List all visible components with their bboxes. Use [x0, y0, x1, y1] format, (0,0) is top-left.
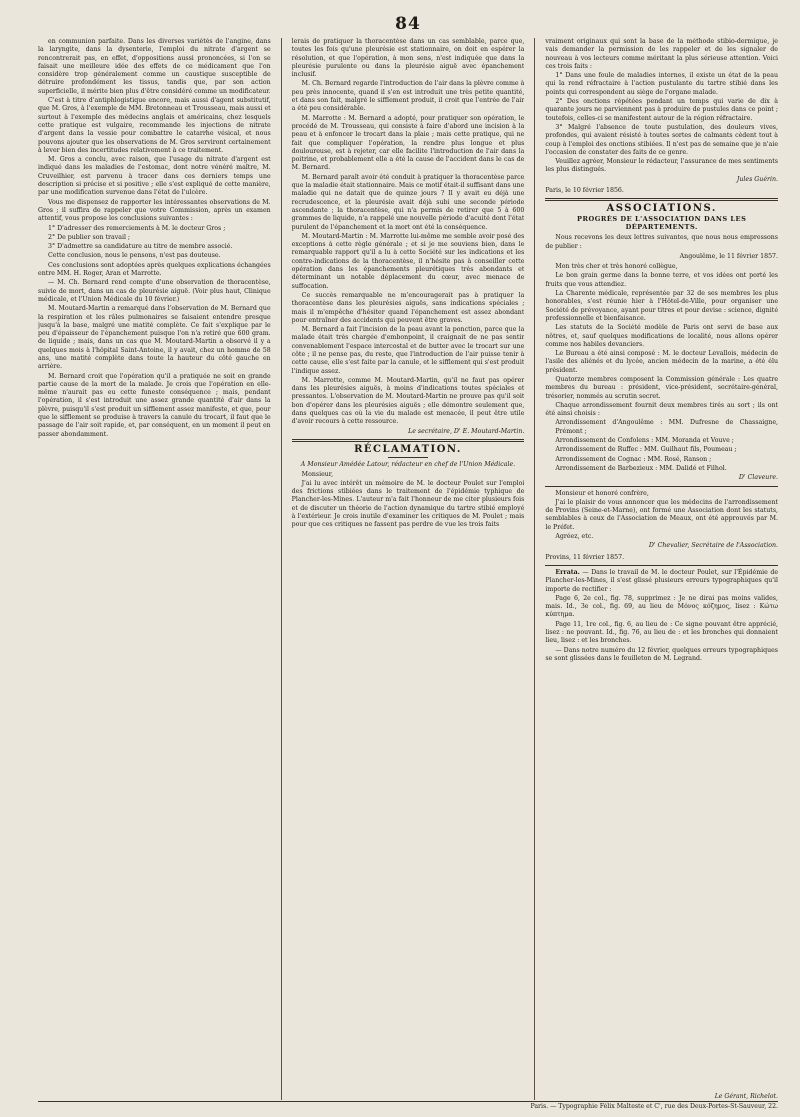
paragraph: Le bon grain germe dans la bonne terre, et vos idées ont porté les fruits que vous attendiez. — [545, 272, 779, 288]
letter-divider — [545, 486, 778, 487]
paragraph: Vous me dispensez de rapporter les intéressantes observations de M. Gros ; il suffira de rappeler que votre Commission, après un examen attentif, vous propose les conclusions suivantes : — [38, 198, 271, 223]
errata-label: Errata. — [555, 568, 580, 576]
letter-heading: A Monsieur Amédée Latour, rédacteur en chef de l'Union Médicale. — [300, 461, 516, 469]
paragraph: Page 6, 2e col., fig. 78, supprimez : Je ne dirai pas moins valides, mais. Id., 3e col., fig. 69, au lieu de Μόνος κόζημος, lisez : Κώτω κύπτημα. — [545, 594, 779, 619]
claveure-signature: D' Claveure. — [738, 474, 779, 482]
paragraph: M. Marrotte : M. Bernard a adopté, pour pratiquer son opération, le procédé de M. Trousseau, qui consiste à faire d'abord une incision à la peau et à enfoncer le trocart dans la plaie ; mais cette pratique, qui ne fait que compliquer l'opération, la rendre plus longue et plus douloureuse, est à rejeter, car elle facilite l'introduction de l'air dans la poitrine, et probablement elle a été la cause de l'accident dans le cas de M. Bernard. — [291, 114, 525, 172]
title-rule — [388, 457, 428, 458]
paragraph: vraiment originaux qui sont la base de la méthode stibio-dermique, je vais demander la permission de les rappeler et de les signaler de nouveau à vos lecteurs comme méritant la plus sérieuse attention. Voici ces trois faits : — [545, 38, 779, 70]
conclusion-item: 2° De publier son travail ; — [48, 233, 131, 241]
paragraph: Quatorze membres composent la Commission générale : Les quatre membres du bureau : président, vice-président, secrétaire-général, trésorier, nommés au scrutin secret. — [545, 375, 779, 400]
paragraph: — M. Ch. Bernard rend compte d'une observation de thoracentèse, suivie de mort, dans un cas de pleurésie aiguë. (Voir plus haut, Clinique médicale, et l'Union Médicale du 10 février.) — [38, 279, 271, 303]
paragraph: J'ai lu avec intérêt un mémoire de M. le docteur Poulet sur l'emploi des frictions stibiées dans le traitement de l'épidémie typhique de Plancher-les-Mines. L'auteur m'a fait l'honneur de me citer plusieurs fois et de discuter un théorie de l'action dynamique du tartre stibié employé à l'extérieur. Je crois inutile d'examiner les critiques de M. Poulet ; mais pour que ces critiques ne fassent pas perdre de vue les trois faits — [291, 479, 525, 529]
errata-text: Dans le travail de M. le docteur Poulet, sur l'Épidémie de Plancher-les-Mines, il s'est glissé plusieurs erreurs typographiques qu'il importe de rectifier : — [545, 568, 779, 593]
page-footer — [38, 1093, 778, 1111]
paragraph: M. Bernard croit que l'opération qu'il a pratiquée ne soit en grande partie cause de la mort de la malade. Je crois que l'opération en elle-même n'aurait pas eu cette funeste conséquence ; mais, pendant l'opération, il s'est introduit une assez grande quantité d'air dans la plèvre, puisqu'il s'est produit un sifflement assez manifeste, et que, pour que le sifflement se produise à travers la canule du trocart, il faut que le passage de l'air soit rapide, et, par conséquent, en un moment il peut en passer abondamment. — [38, 372, 271, 438]
fact-item: 1° Dans une foule de maladies internes, il existe un état de la peau qui la rend réfractaire à l'action pustulante du tartre stibié dans les points qui correspondent au siège de l'organe malade. — [545, 72, 779, 96]
conclusion-item: 3° D'admettre sa candidature au titre de membre associé. — [48, 243, 233, 251]
paragraph: Monsieur et honoré confrère, — [555, 489, 649, 497]
paragraph: Ce succès remarquable ne m'encouragerait pas à pratiquer la thoracentèse dans les pleurésies aiguës, sans indications spéciales ; mais il m'empêche d'hésiter quand l'épanchement est assez abondant pour entraîner des accidents qui peuvent être graves. — [291, 291, 525, 324]
paragraph: C'est à titre d'antiphlogistique encore, mais aussi d'agent substitutif, que M. Gros, à l'exemple de MM. Bretonneau et Trousseau, mais aussi et surtout à l'exemple des médecins anglais et américains, chez lesquels cette pratique est vulgaire, recommande les injections de nitrate d'argent dans la vessie pour combattre le catarrhe vésical, et nous pouvons ajouter que les observations de M. Gros serviront certainement à lever bien des incertitudes relativement à ce traitement. — [38, 97, 271, 154]
paragraph: La Charente médicale, représentée par 32 de ses membres les plus honorables, s'est réunie hier à l'Hôtel-de-Ville, pour organiser une Société de prévoyance, ayant pour titres et pour devise : science, dignité professionnelle et bienfaisance. — [545, 290, 779, 322]
paragraph: Page 11, 1re col., fig. 6, au lieu de : Ce signe pouvant être apprécié, lisez : ne pouvant. Id., fig. 76, au lieu de : et les bronches qui donnaient lieu, lisez : et les bronches. — [545, 620, 779, 645]
column-3 — [534, 38, 778, 1100]
reclamation-title: RÉCLAMATION. — [354, 443, 462, 455]
paragraph: M. Moutard-Martin a remarqué dans l'observation de M. Bernard que la respiration et les râles pulmonaires se faisaient entendre presque jusqu'à la base, malgré une matité complète. Ce fait s'explique par le peu d'épaisseur de l'épanchement puisque l'on n'a retiré que 600 gram. de liquide ; mais, dans un cas que M. Moutard-Martin a observé il y a quelques mois à l'hôpital Saint-Antoine, il y avait, chez un homme de 58 ans, une matité complète dans toute la hauteur du côté gauche en arrière. — [38, 305, 271, 371]
section-divider — [545, 198, 778, 201]
page-number: 84 — [395, 14, 421, 34]
paragraph: — Dans notre numéro du 12 février, quelques erreurs typographiques se sont glissées dans le feuilleton de M. Legrand. — [545, 646, 779, 662]
paragraph: Le Bureau a été ainsi composé : M. le docteur Levallois, médecin de l'asile des aliénés et du lycée, ancien médecin de la marine, a été élu président. — [545, 350, 779, 374]
paragraph: Ces conclusions sont adoptées après quelques explications échangées entre MM. H. Roger, Aran et Marrotte. — [38, 261, 271, 278]
secretary-signature: Le secrétaire, D' E. Moutard-Martin. — [408, 427, 525, 435]
arrondissement-item: Arrondissement d'Angoulême : MM. Dufresne de Chassaigne, Prémont ; — [555, 419, 779, 435]
paragraph: M. Bernard a fait l'incision de la peau avant la ponction, parce que la malade était très chargée d'embonpoint, il craignait de ne pas sentir convenablement l'espace intercostal et de butter avec le trocart sur une côte ; il ne pense pas, du reste, que l'introduction de l'air puisse tenir à cette cause, elle s'est faite par la canule, et le sifflement qui s'est produit l'indique assez. — [291, 326, 525, 375]
printer-imprint — [38, 1101, 778, 1111]
dateline: Angoulême, le 11 février 1857. — [679, 252, 779, 260]
paragraph: Mon très cher et très honoré collègue, — [555, 263, 678, 271]
paragraph: M. Ch. Bernard regarde l'introduction de l'air dans la plèvre comme à peu près innocente, quand il s'en est introduit une très petite quantité, et dans son fait, malgré le sifflement produit, il croit que l'entrée de l'air a été peu considérable. — [291, 80, 525, 113]
guerin-signature: Jules Guérin. — [736, 175, 779, 183]
paragraph: M. Moutard-Martin : M. Marrotte lui-même me semble avoir posé des exceptions à cette règle générale ; et si je me souviens bien, dans le remarquable rapport qu'il a lu à cette Société sur les indications et les contre-indications de la thoracentèse, il n'hésite pas à conseiller cette opération dans les épanchements pleurétiques très abondants et déterminant un notable déplacement du cœur, avec menace de suffocation. — [291, 232, 525, 290]
associations-subtitle: PROGRÈS DE L'ASSOCIATION DANS LES DÉPARTEMENTS. — [577, 214, 747, 231]
errata-divider — [545, 565, 778, 566]
paragraph: Veuillez agréer, Monsieur le rédacteur, l'assurance de mes sentiments les plus distingués. — [545, 158, 779, 174]
column-1 — [38, 38, 271, 1100]
paragraph: en communion parfaite. Dans les diverses variétés de l'angine, dans la laryngite, dans la dysenterie, l'emploi du nitrate d'argent se rencontrerait pas, en effet, d'oppositions aussi prononcées, si l'on se faisait une meilleure idée des effets de ce médicament que l'on considère trop généralement comme un caustique susceptible de détruire profondément les tissus, tandis que, par son action superficielle, il mérite bien plus d'être considéré comme un modificateur. — [38, 38, 271, 95]
paragraph: J'ai le plaisir de vous annoncer que les médecins de l'arrondissement de Provins (Seine-et-Marne), ont formé une Association dont les statuts, semblables à ceux de l'Association de Meaux, ont été approuvés par M. le Préfet. — [545, 498, 779, 531]
associations-title: ASSOCIATIONS. — [606, 203, 717, 215]
column-2 — [281, 38, 525, 1100]
fact-item: 2° Des onctions répétées pendant un temps qui varie de dix à quarante jours ne parviennent pas à produire de pustules dans ce point ; toutefois, celles-ci se manifestent autour de la région réfractaire. — [545, 98, 779, 122]
arrondissement-item: Arrondissement de Confolens : MM. Moranda et Vouve ; — [555, 437, 734, 445]
errata-paragraph: Errata. — Dans le travail de M. le docteur Poulet, sur l'Épidémie de Plancher-les-Mines, il s'est glissé plusieurs erreurs typographiques qu'il importe de rectifier : — [545, 568, 779, 593]
dateline: Provins, 11 février 1857. — [545, 553, 625, 561]
paragraph: Chaque arrondissement fournit deux membres tirés au sort ; ils ont été ainsi choisis : — [545, 401, 779, 418]
paragraph: Les statuts de la Société modèle de Paris ont servi de base aux nôtres, et, sauf quelques modifications de localité, nous allons opérer comme nos habiles devanciers. — [545, 324, 779, 348]
arrondissement-item: Arrondissement de Ruffec : MM. Guilhaut fils, Poumeau ; — [555, 446, 737, 454]
paragraph: M. Marrotte, comme M. Moutard-Martin, qu'il ne faut pas opérer dans les pleurésies aiguës, à moins d'indications toutes spéciales et pressantes. L'observation de M. Moutard-Martin ne prouve pas qu'il soit bon d'opérer dans les pleurésies aiguës ; elle démontre seulement que, dans quelques cas où la vie du malade est menacée, il peut être utile d'avoir recours à cette ressource. — [291, 376, 525, 426]
fact-item: 3° Malgré l'absence de toute pustulation, des douleurs vives, profondes, qui avaient résisté à toutes sortes de calmants cèdent tout à coup à l'emploi des onctions stibiées. Il n'est pas de semaine que je n'aie l'occasion de constater des faits de ce genre. — [545, 123, 779, 156]
paragraph: Monsieur, — [301, 470, 334, 478]
paragraph: Nous recevons les deux lettres suivantes, que nous nous empressons de publier : — [545, 234, 779, 250]
paragraph: M. Gros a conclu, avec raison, que l'usage du nitrate d'argent est indiqué dans les maladies de l'estomac, dont notre vénéré maître, M. Cruveilhier, est parvenu à tracer dans ces derniers temps une description si précise et si positive ; elle s'est expliqué de cette manière, par une modification survenue dans l'état de l'ulcère. — [38, 156, 271, 197]
arrondissement-item: Arrondissement de Cognac : MM. Rosé, Ranson ; — [555, 455, 712, 463]
paragraph: lerais de pratiquer la thoracentèse dans un cas semblable, parce que, toutes les fois qu'une pleurésie est stationnaire, on doit en espérer la résolution, et que l'opération, à mon sens, n'est indiquée que dans la pleurésie purulente ou dans la pleurésie aiguë avec épanchement inclusif. — [291, 38, 525, 79]
arrondissement-item: Arrondissement de Barbezieux : MM. Dalidé et Filhol. — [555, 464, 727, 472]
paragraph: Agréez, etc. — [555, 533, 594, 541]
printer-text: Paris. — Typographie Félix Malteste et C', rue des Deux-Portes-St-Sauveur, 22. — [530, 1103, 778, 1110]
section-divider — [292, 439, 525, 442]
conclusion-item: 1° D'adresser des remerciements à M. le docteur Gros ; — [48, 224, 226, 232]
gerant-signature: Le Gérant, Richelot. — [714, 1093, 778, 1100]
columns — [38, 38, 778, 1100]
paragraph: Cette conclusion, nous le pensons, n'est pas douteuse. — [48, 252, 221, 260]
dateline: Paris, le 10 février 1856. — [545, 187, 624, 195]
paragraph: M. Bernard paraît avoir été conduit à pratiquer la thoracentèse parce que la maladie était stationnaire. Mais ce motif était-il suffisant dans une maladie qui ne datait que de quinze jours ? Il y avait eu déjà une recrudescence, et la pleurésie avait déjà subi une seconde période ascendante ; la thoracentèse, qui n'a permis de retirer que 5 à 600 grammes de liquide, n'a rappelé une nouvelle période d'acuité dont l'état purulent de l'épanchement et la mort ont été la conséquence. — [291, 173, 525, 231]
chevalier-signature: D' Chevalier, Secrétaire de l'Association. — [648, 542, 779, 550]
